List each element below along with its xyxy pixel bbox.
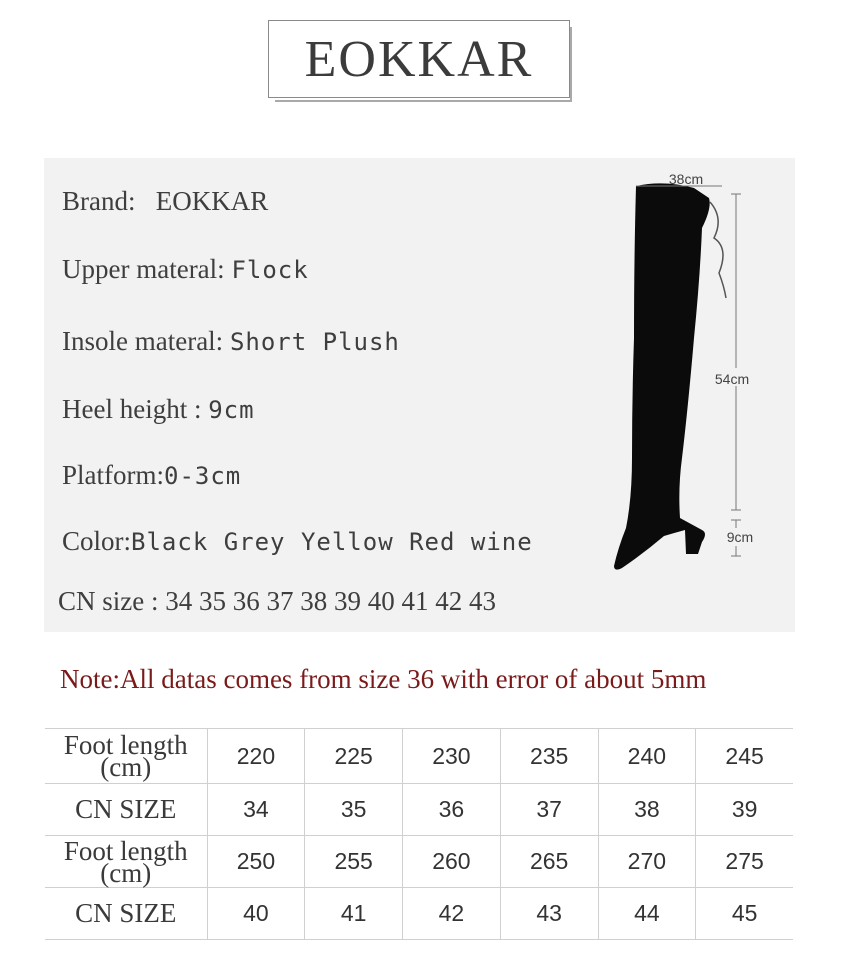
product-info-panel: [44, 158, 795, 632]
cn-size-header: CN SIZE: [45, 784, 207, 836]
spec-value: EOKKAR: [155, 186, 269, 216]
foot-length-header: [45, 836, 207, 888]
spec-heel-height: [62, 394, 255, 425]
spec-label: Heel height :: [62, 394, 202, 424]
table-cell: 225: [305, 729, 403, 784]
table-row: [45, 836, 793, 888]
table-cell: 36: [403, 784, 501, 836]
top-width-label: 38cm: [668, 171, 704, 187]
table-cell: 245: [696, 729, 793, 784]
table-cell: 37: [500, 784, 598, 836]
table-cell: 260: [403, 836, 501, 888]
table-cell: 250: [207, 836, 305, 888]
table-cell: 255: [305, 836, 403, 888]
shaft-height-label: 54cm: [714, 371, 750, 387]
spec-color: [62, 526, 533, 557]
boot-lace: [710, 202, 726, 298]
spec-upper-material: [62, 254, 309, 285]
spec-cn-size: [58, 586, 496, 617]
spec-label: Platform:: [62, 460, 164, 490]
spec-label: Upper materal:: [62, 254, 225, 284]
size-table: [45, 728, 793, 940]
table-cell: 40: [207, 888, 305, 940]
spec-platform: [62, 460, 241, 491]
table-row: [45, 888, 793, 940]
boot-silhouette: [614, 183, 710, 569]
table-cell: 43: [500, 888, 598, 940]
table-cell: 240: [598, 729, 696, 784]
table-cell: 42: [403, 888, 501, 940]
header-line: Foot length: [63, 730, 188, 760]
table-row: [45, 729, 793, 784]
table-cell: 34: [207, 784, 305, 836]
table-cell: 41: [305, 888, 403, 940]
boot-illustration: [574, 158, 795, 632]
table-cell: 45: [696, 888, 793, 940]
spec-insole-material: [62, 326, 400, 357]
table-cell: 265: [500, 836, 598, 888]
table-cell: 230: [403, 729, 501, 784]
foot-length-header: [45, 729, 207, 784]
header-line: (cm): [100, 857, 152, 888]
spec-value: Black Grey Yellow Red wine: [131, 528, 533, 556]
table-cell: 44: [598, 888, 696, 940]
table-cell: 35: [305, 784, 403, 836]
cn-size-header: CN SIZE: [45, 888, 207, 940]
spec-value: 34 35 36 37 38 39 40 41 42 43: [165, 586, 496, 616]
brand-logo: [268, 20, 573, 102]
spec-label: Insole materal:: [62, 326, 224, 356]
spec-brand: [62, 186, 268, 217]
spec-label: Color:: [62, 526, 132, 556]
measurement-note: Note:All datas comes from size 36 with error of about 5mm: [60, 664, 707, 694]
table-cell: 275: [696, 836, 793, 888]
table-cell: 220: [207, 729, 305, 784]
table-cell: 39: [696, 784, 793, 836]
table-cell: 270: [598, 836, 696, 888]
table-cell: 38: [598, 784, 696, 836]
header-line: (cm): [100, 752, 152, 782]
spec-value: 0-3cm: [164, 462, 242, 490]
header-line: Foot length: [63, 835, 188, 866]
spec-value: 9cm: [208, 396, 255, 424]
spec-label: CN size :: [58, 586, 159, 616]
spec-value: Short Plush: [229, 328, 400, 356]
logo-box: [268, 20, 570, 98]
logo-text: EOKKAR: [304, 30, 534, 88]
table-cell: 235: [500, 729, 598, 784]
table-row: [45, 784, 793, 836]
spec-value: Flock: [231, 256, 309, 284]
heel-height-label: 9cm: [726, 529, 754, 545]
spec-label: Brand:: [62, 186, 136, 216]
